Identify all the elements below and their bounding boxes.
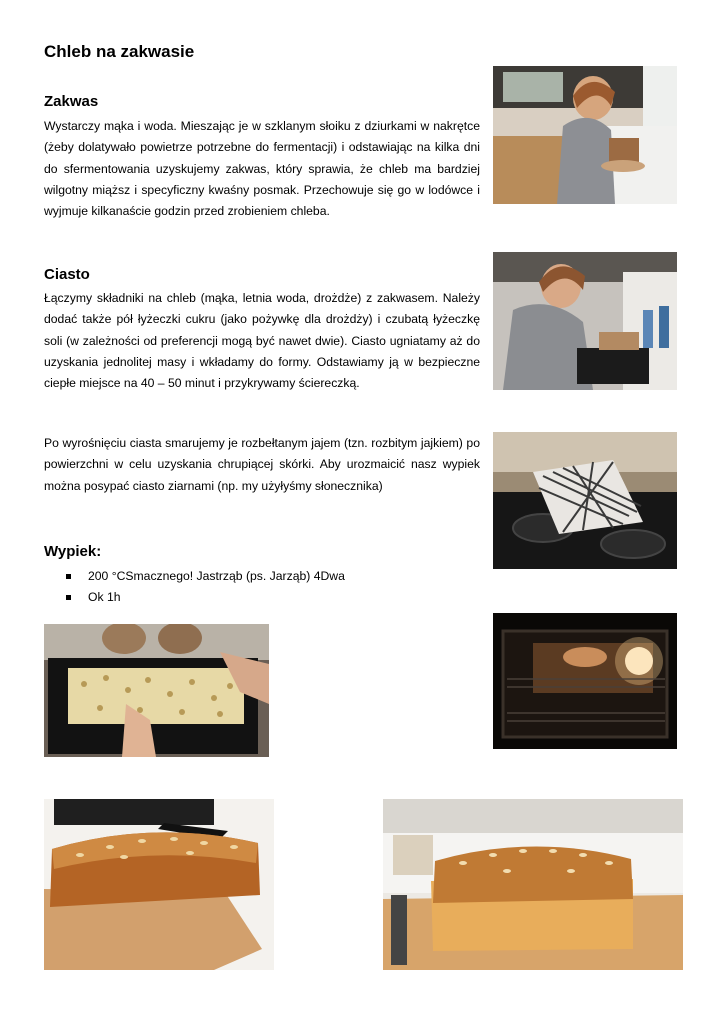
section-text-zakwas: Wystarczy mąka i woda. Mieszając je w szklanym słoiku z dziurkami w nakrętce (żeby dolatywało powietrze potrzebne do fermentacji) i odstawiając na kilka dni do sfermentowania uzyskujemy zakwas, który sprawia, że chleb ma bardziej wilgotny miąższ i specyficzny kwaśny posmak. Przechowuje się go w lodówce i wyjmuje kilkanaście godzin przed zrobieniem chleba. — [44, 119, 480, 219]
photo-covered-dough — [493, 432, 677, 569]
list-item: 200 °CSmacznego! Jastrząb (ps. Jarząb) 4Dwa — [66, 566, 345, 587]
photo-girl-kneading — [493, 252, 677, 390]
page-title: Chleb na zakwasie — [44, 42, 195, 61]
section-text-wyrosnieciu: Po wyrośnięciu ciasta smarujemy je rozbełtanym jajem (tzn. rozbitym jajkiem) po powierzchni w celu uzyskania chrupiącej skórki. Aby urozmaicić nasz wypiek można posypać ciasto ziarnami (np. my użyłyśmy słonecznika) — [44, 436, 480, 493]
photo-dough-in-pan — [44, 624, 269, 757]
photo-bread-in-oven — [493, 613, 677, 749]
bullet-icon — [66, 574, 71, 579]
photo-baked-loaf-front — [383, 799, 683, 970]
section-heading-ciasto: Ciasto — [44, 266, 90, 283]
photo-girl-with-jar — [493, 66, 677, 204]
section-heading-zakwas: Zakwas — [44, 93, 99, 110]
list-item: Ok 1h — [66, 587, 345, 608]
section-text-ciasto: Łączymy składniki na chleb (mąka, letnia woda, drożdże) z zakwasem. Należy dodać także pół łyżeczki cukru (jako pożywkę dla drożdży) i czubatą łyżeczkę soli (w zależności od preferencji mogą być nawet dwie). Ciasto ugniatamy aż do uzyskania jednolitej masy i wkładamy do formy. Odstawiamy ją w bezpieczne ciepłe miejsce na 40 – 50 minut i przykrywamy ściereczką. — [44, 291, 480, 391]
photo-baked-loaf-side — [44, 799, 274, 970]
bullet-icon — [66, 595, 71, 600]
section-heading-wypiek: Wypiek: — [44, 543, 102, 560]
wypiek-list — [66, 566, 345, 608]
